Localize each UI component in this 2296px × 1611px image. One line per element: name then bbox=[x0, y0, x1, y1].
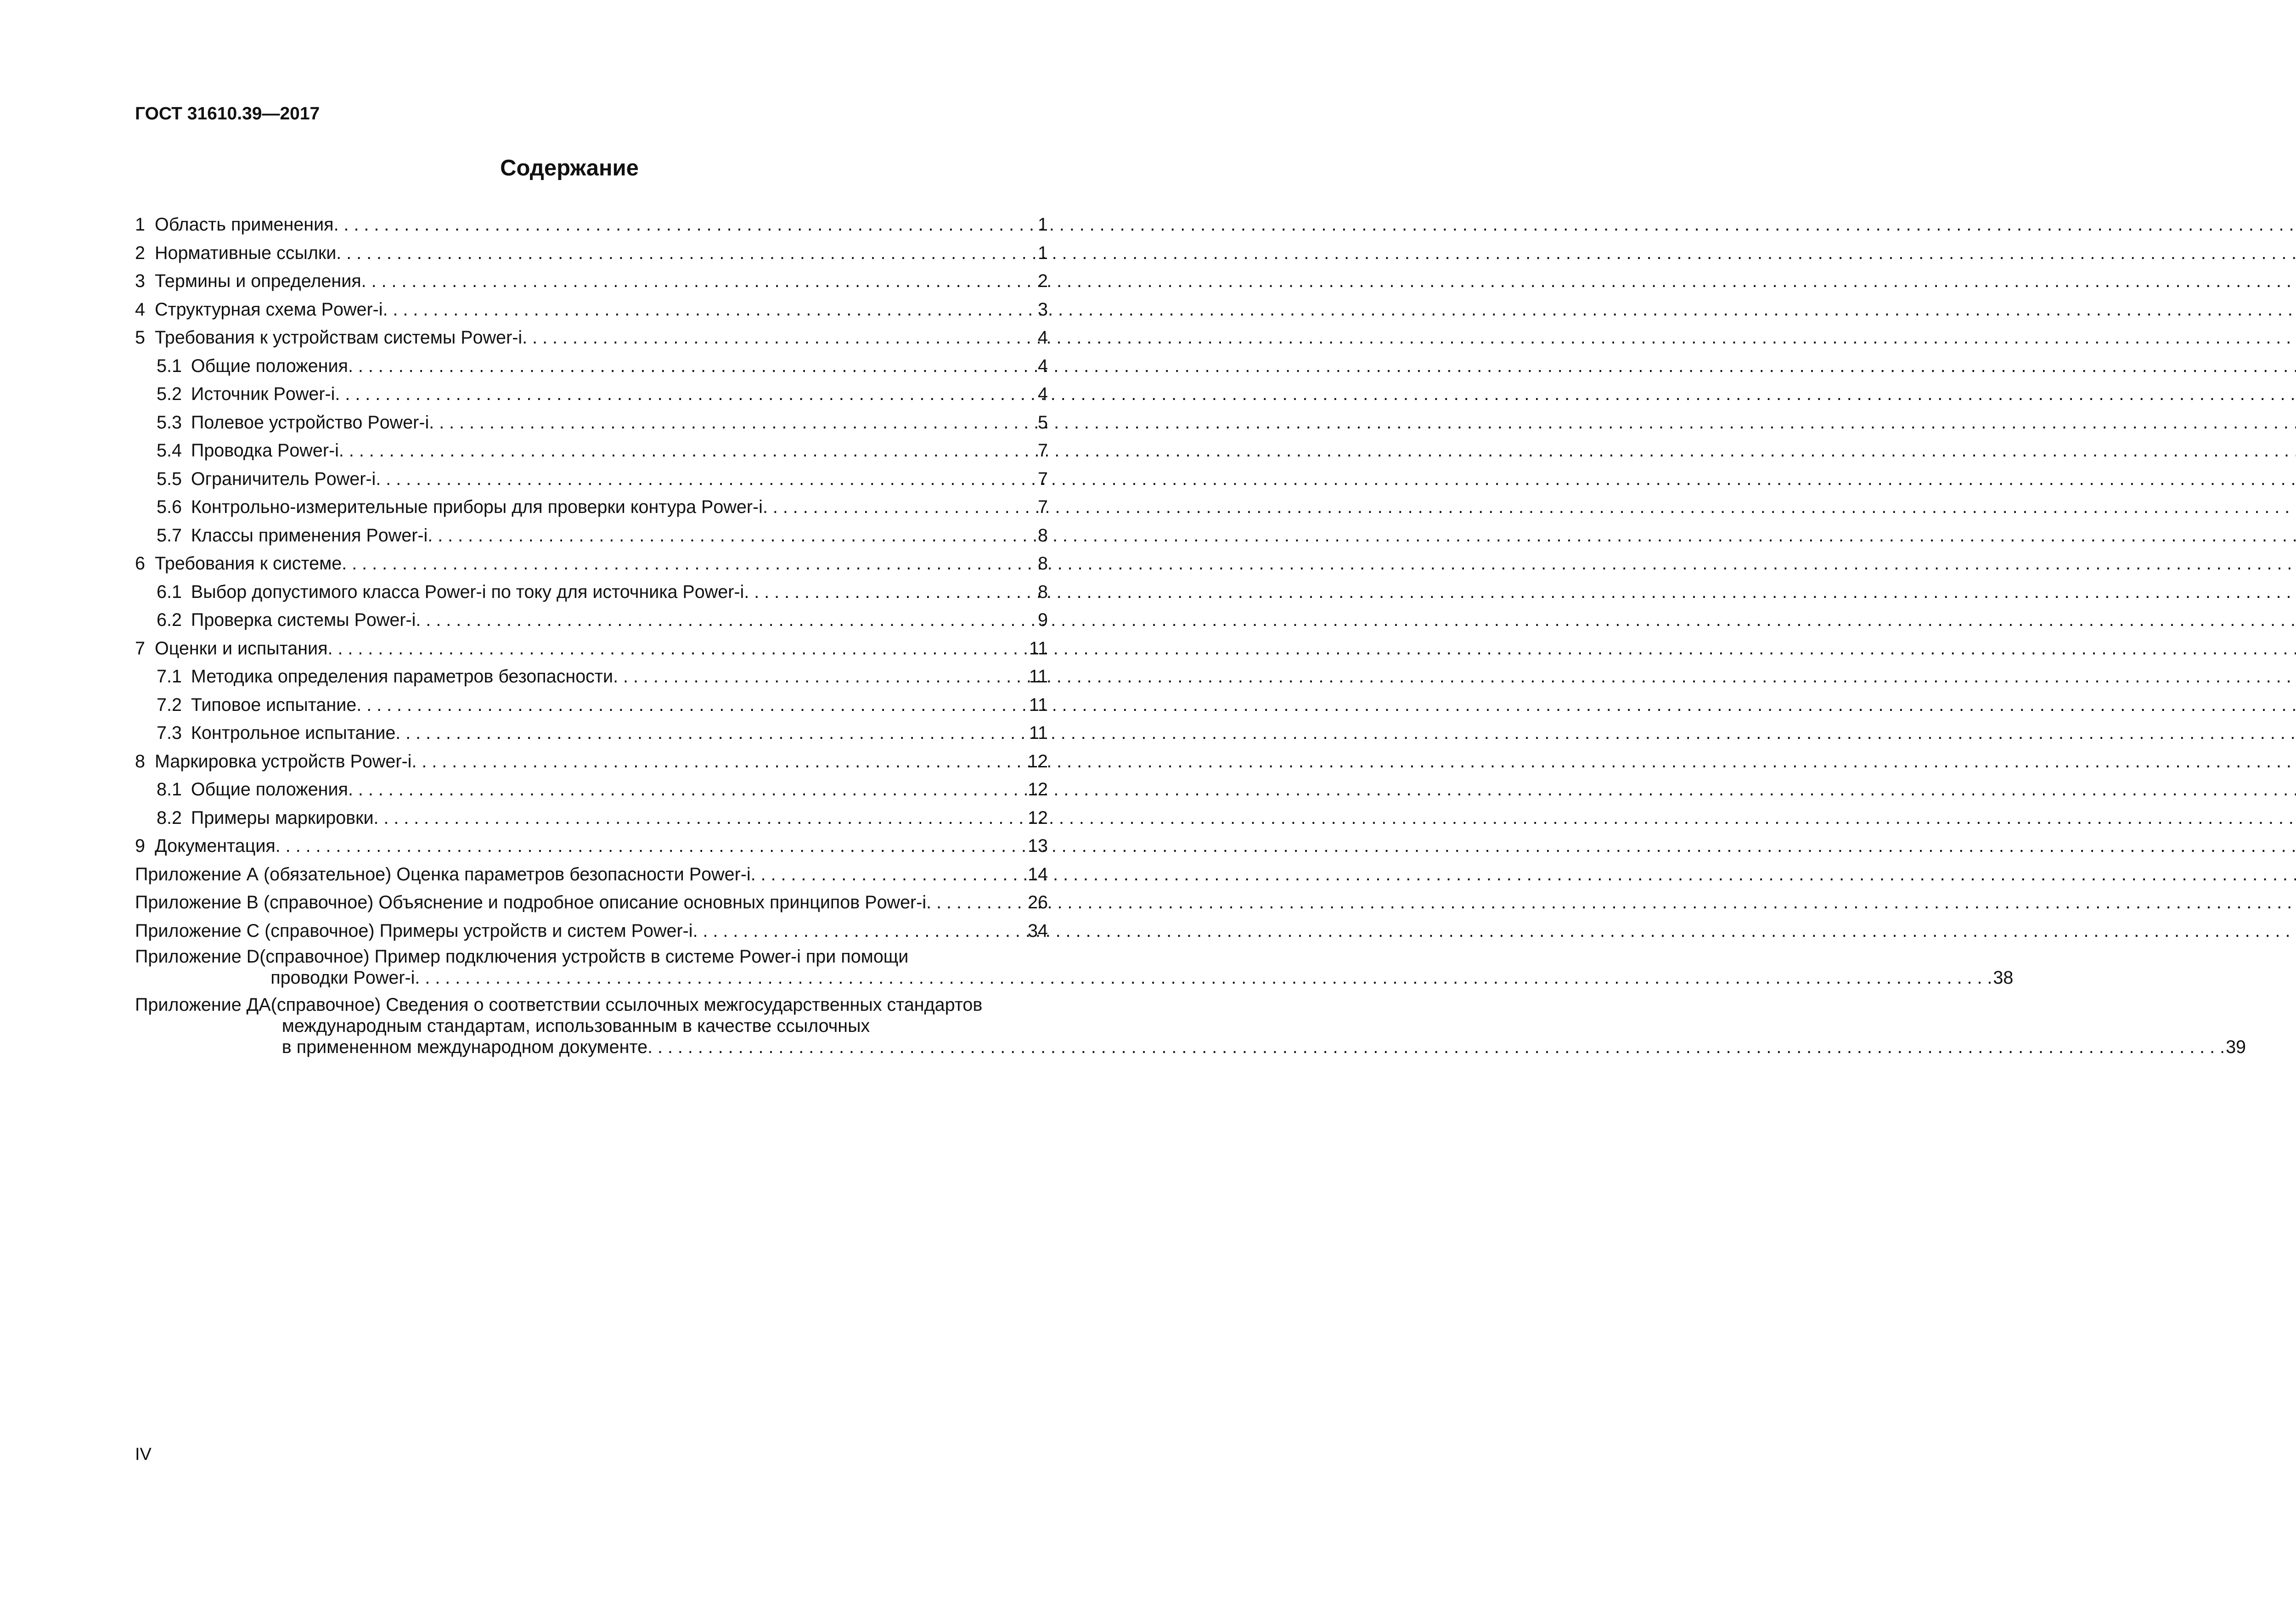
toc-appendix-d[interactable] bbox=[135, 946, 2014, 988]
toc-entry[interactable] bbox=[135, 291, 1048, 319]
toc-appendix[interactable] bbox=[135, 884, 1048, 912]
toc-entry-label bbox=[135, 216, 334, 234]
toc-entry-number: 8.1 bbox=[157, 779, 182, 800]
toc-entry-page: 12 bbox=[1028, 779, 1048, 800]
toc-entry-page: 14 bbox=[1028, 864, 1048, 884]
toc-entry[interactable] bbox=[135, 404, 1048, 432]
toc-entry[interactable] bbox=[135, 347, 1048, 376]
toc-entry-page: 1 bbox=[1038, 242, 1048, 263]
toc-entry-page: 8 bbox=[1038, 581, 1048, 602]
dot-leader bbox=[335, 385, 1037, 404]
toc-entry-text: Структурная схема Power-i bbox=[154, 299, 383, 320]
toc-rows bbox=[135, 206, 1048, 940]
toc-entry-text: Приложение В (справочное) Объяснение и подробное описание основных принципов Power-i bbox=[135, 892, 927, 913]
appendix-d-prefix: Приложение D bbox=[135, 946, 260, 967]
toc-entry-label bbox=[157, 385, 335, 404]
appendix-da-body bbox=[271, 994, 2246, 1058]
toc-entry-page: 26 bbox=[1028, 892, 1048, 913]
toc-entry-label bbox=[135, 894, 926, 912]
toc-entry[interactable] bbox=[135, 686, 1048, 715]
dot-leader bbox=[361, 272, 1037, 291]
dot-leader bbox=[383, 301, 1037, 319]
appendix-d-text-2: проводки Power-i bbox=[270, 968, 415, 988]
dot-leader bbox=[339, 442, 1037, 460]
appendix-d-body bbox=[259, 946, 2013, 988]
toc-entry-text: Требования к системе bbox=[154, 553, 342, 574]
toc-entry[interactable] bbox=[135, 799, 1048, 828]
dot-leader bbox=[328, 640, 1028, 658]
toc-entry[interactable] bbox=[135, 517, 1048, 545]
dot-leader bbox=[411, 753, 1027, 771]
toc-entry[interactable] bbox=[135, 827, 1048, 856]
dot-leader bbox=[276, 837, 1027, 856]
toc-entry-text: Требования к устройствам системы Power-i bbox=[154, 327, 523, 348]
toc-entry-label bbox=[157, 611, 416, 630]
dot-leader bbox=[647, 1036, 2225, 1058]
toc-entry-number: 9 bbox=[135, 836, 145, 856]
toc-entry-page: 2 bbox=[1038, 271, 1048, 291]
toc-entry-number: 8 bbox=[135, 751, 145, 772]
toc-entry-page: 7 bbox=[1038, 468, 1048, 489]
toc-entry-number: 7.2 bbox=[157, 694, 182, 715]
toc-entry-text: Типовое испытание bbox=[191, 694, 357, 715]
toc-entry-text: Выбор допустимого класса Power-i по току для источника Power-i bbox=[191, 581, 744, 602]
toc-entry-number: 4 bbox=[135, 299, 145, 320]
toc-entry-text: Маркировка устройств Power-i bbox=[154, 751, 412, 772]
toc-entry[interactable] bbox=[135, 460, 1048, 489]
toc-entry-label bbox=[157, 724, 395, 743]
toc-entry-number: 7 bbox=[135, 638, 145, 659]
toc-entry[interactable] bbox=[135, 771, 1048, 799]
appendix-d-text-1: (справочное) Пример подключения устройств в системе Power-i при помощи bbox=[259, 946, 909, 967]
toc-entry-text: Ограничитель Power-i bbox=[191, 468, 376, 489]
toc-entry-number: 7.1 bbox=[157, 666, 182, 687]
toc-entry-label bbox=[135, 837, 276, 856]
dot-leader bbox=[926, 894, 1027, 912]
toc-entry-text: Документация bbox=[154, 836, 276, 856]
toc-entry-label bbox=[135, 640, 328, 658]
toc-entry[interactable] bbox=[135, 319, 1048, 347]
toc-entry-page: 11 bbox=[1029, 666, 1048, 687]
toc-entry-text: Термины и определения bbox=[154, 271, 361, 291]
toc-title: Содержание bbox=[500, 156, 639, 180]
dot-leader bbox=[428, 527, 1037, 545]
toc-entry-number: 2 bbox=[135, 242, 145, 263]
toc-entry[interactable] bbox=[135, 743, 1048, 771]
dot-leader bbox=[348, 357, 1037, 376]
dot-leader bbox=[763, 498, 1037, 517]
toc-entry-text: Контрольное испытание bbox=[191, 723, 396, 743]
toc-entry[interactable] bbox=[135, 432, 1048, 460]
toc-entry-page: 12 bbox=[1028, 807, 1048, 828]
toc-entry-text: Проверка системы Power-i bbox=[191, 610, 416, 630]
toc-entry-label bbox=[157, 696, 356, 715]
toc-entry-page: 8 bbox=[1038, 553, 1048, 574]
toc-entry-page: 3 bbox=[1038, 299, 1048, 320]
dot-leader bbox=[376, 470, 1037, 489]
toc-entry-page: 7 bbox=[1038, 440, 1048, 461]
toc-appendix-da[interactable] bbox=[135, 994, 2246, 1058]
toc-entry[interactable] bbox=[135, 714, 1048, 743]
toc-entry-number: 3 bbox=[135, 271, 145, 291]
dot-leader bbox=[416, 611, 1037, 630]
dot-leader bbox=[334, 216, 1037, 234]
dot-leader bbox=[342, 555, 1037, 573]
toc-entry[interactable] bbox=[135, 234, 1048, 263]
appendix-da-text-2: международным стандартам, использованным в качестве ссылочных bbox=[281, 1016, 870, 1036]
toc-entry-page: 4 bbox=[1038, 327, 1048, 348]
toc-entry-page: 1 bbox=[1038, 214, 1048, 235]
toc-entry-label bbox=[135, 866, 751, 884]
toc-entry-label bbox=[157, 583, 744, 602]
toc-entry[interactable] bbox=[135, 573, 1048, 602]
appendix-da-text-3: в примененном международном документе bbox=[281, 1037, 648, 1057]
toc-entry-number: 5.2 bbox=[157, 384, 182, 404]
appendix-d-line-1 bbox=[259, 946, 2013, 967]
toc-entry-text: Контрольно-измерительные приборы для проверки контура Power-i bbox=[191, 497, 763, 517]
table-of-contents bbox=[135, 206, 2246, 1058]
toc-entry[interactable] bbox=[135, 545, 1048, 573]
dot-leader bbox=[374, 809, 1027, 828]
toc-entry-text: Источник Power-i bbox=[191, 384, 335, 404]
toc-entry-text: Общие положения bbox=[191, 355, 348, 376]
toc-entry-label bbox=[157, 470, 376, 489]
toc-entry[interactable] bbox=[135, 601, 1048, 630]
dot-leader bbox=[415, 967, 1992, 988]
toc-entry[interactable] bbox=[135, 630, 1048, 658]
document-header: ГОСТ 31610.39—2017 bbox=[135, 104, 320, 124]
toc-entry-page: 11 bbox=[1029, 638, 1048, 659]
toc-entry-label bbox=[157, 442, 339, 460]
toc-entry[interactable] bbox=[135, 658, 1048, 686]
toc-entry-text: Нормативные ссылки bbox=[154, 242, 337, 263]
dot-leader bbox=[395, 724, 1028, 743]
toc-entry-page: 34 bbox=[1028, 920, 1048, 941]
toc-entry-page: 4 bbox=[1038, 384, 1048, 404]
toc-entry-text: Методика определения параметров безопасности bbox=[191, 666, 613, 687]
toc-entry-text: Приложение А (обязательное) Оценка параметров безопасности Power-i bbox=[135, 864, 751, 884]
appendix-da-page: 39 bbox=[2226, 1037, 2246, 1057]
toc-entry-text: Полевое устройство Power-i bbox=[191, 412, 429, 433]
toc-entry-label bbox=[157, 781, 348, 799]
toc-entry-label bbox=[157, 809, 374, 828]
appendix-da-line-1 bbox=[271, 994, 2246, 1015]
dot-leader bbox=[336, 244, 1037, 263]
toc-entry-label bbox=[135, 329, 522, 347]
toc-entry[interactable] bbox=[135, 262, 1048, 291]
toc-entry-label bbox=[135, 244, 336, 263]
page-number: IV bbox=[135, 1445, 152, 1464]
toc-entry-page: 5 bbox=[1038, 412, 1048, 433]
toc-entry-text: Примеры маркировки bbox=[191, 807, 374, 828]
toc-appendix[interactable] bbox=[135, 856, 1048, 884]
appendix-d-page: 38 bbox=[1993, 968, 2014, 988]
toc-entry-text: Область применения bbox=[154, 214, 334, 235]
dot-leader bbox=[522, 329, 1037, 347]
toc-entry-number: 5.7 bbox=[157, 525, 182, 546]
dot-leader bbox=[613, 668, 1028, 686]
toc-entry-page: 11 bbox=[1029, 723, 1048, 743]
toc-entry-number: 5.6 bbox=[157, 497, 182, 517]
toc-entry-number: 8.2 bbox=[157, 807, 182, 828]
toc-entry-page: 9 bbox=[1038, 610, 1048, 630]
dot-leader bbox=[348, 781, 1027, 799]
toc-entry[interactable] bbox=[135, 488, 1048, 517]
toc-entry-text: Приложение С (справочное) Примеры устройств и систем Power-i bbox=[135, 920, 693, 941]
dot-leader bbox=[751, 866, 1027, 884]
dot-leader bbox=[693, 922, 1027, 941]
toc-entry-text: Общие положения bbox=[191, 779, 348, 800]
toc-entry-text: Классы применения Power-i bbox=[191, 525, 428, 546]
toc-entry-number: 5.3 bbox=[157, 412, 182, 433]
toc-entry-label bbox=[135, 922, 693, 941]
toc-entry-page: 12 bbox=[1028, 751, 1048, 772]
toc-entry-label bbox=[157, 527, 428, 545]
toc-entry-number: 7.3 bbox=[157, 723, 182, 743]
toc-entry-page: 4 bbox=[1038, 355, 1048, 376]
appendix-da-text-1: (справочное) Сведения о соответствии ссылочных межгосударственных стандартов bbox=[270, 995, 983, 1015]
toc-entry-label bbox=[157, 498, 763, 517]
toc-entry-number: 6.1 bbox=[157, 581, 182, 602]
toc-entry-number: 1 bbox=[135, 214, 145, 235]
toc-entry-label bbox=[157, 414, 429, 432]
toc-entry-text: Оценки и испытания bbox=[154, 638, 328, 659]
toc-entry-label bbox=[135, 301, 383, 319]
toc-entry-text: Проводка Power-i bbox=[191, 440, 339, 461]
toc-entry-label bbox=[157, 668, 613, 686]
toc-entry-label bbox=[135, 272, 361, 291]
toc-entry-page: 7 bbox=[1038, 497, 1048, 517]
toc-entry-page: 8 bbox=[1038, 525, 1048, 546]
appendix-d-line-2 bbox=[259, 967, 2013, 988]
toc-entry-number: 5.4 bbox=[157, 440, 182, 461]
dot-leader bbox=[356, 696, 1028, 715]
toc-entry-number: 5 bbox=[135, 327, 145, 348]
toc-entry-number: 5.1 bbox=[157, 355, 182, 376]
toc-entry[interactable] bbox=[135, 375, 1048, 404]
toc-entry[interactable] bbox=[135, 206, 1048, 234]
toc-entry-number: 6 bbox=[135, 553, 145, 574]
toc-entry-label bbox=[135, 753, 411, 771]
toc-entry-page: 13 bbox=[1028, 836, 1048, 856]
appendix-da-line-3 bbox=[271, 1036, 2246, 1058]
toc-entry-number: 5.5 bbox=[157, 468, 182, 489]
appendix-da-prefix: Приложение ДА bbox=[135, 995, 271, 1015]
toc-entry-label bbox=[157, 357, 348, 376]
dot-leader bbox=[429, 414, 1037, 432]
toc-entry-page: 11 bbox=[1029, 694, 1048, 715]
toc-entry-label bbox=[135, 555, 342, 573]
appendix-da-line-2 bbox=[271, 1015, 2246, 1036]
toc-entry-number: 6.2 bbox=[157, 610, 182, 630]
dot-leader bbox=[744, 583, 1037, 602]
toc-appendix[interactable] bbox=[135, 912, 1048, 941]
